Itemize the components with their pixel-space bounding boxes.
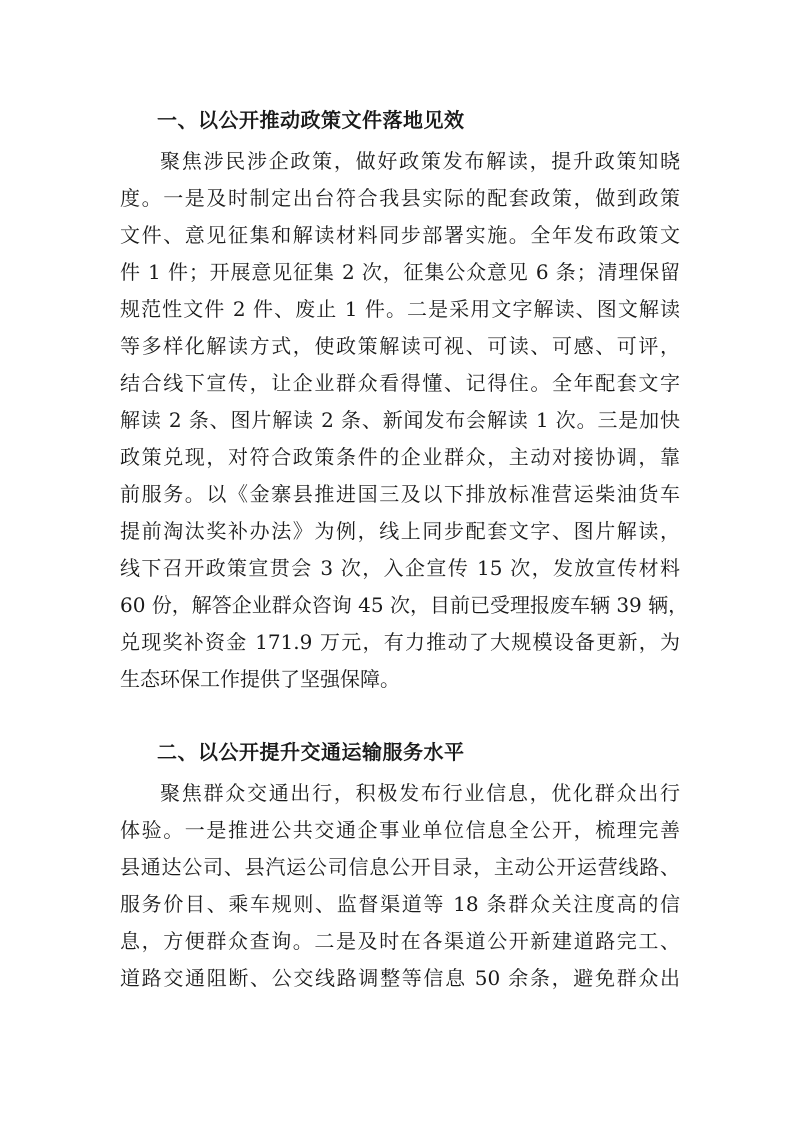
- paragraph-line: 结合线下宣传，让企业群众看得懂、记得住。全年配套文字: [120, 371, 680, 395]
- paragraph-line: 兑现奖补资金 171.9 万元，有力推动了大规模设备更新，为: [120, 630, 680, 654]
- paragraph-line: 等多样化解读方式，使政策解读可视、可读、可感、可评，: [120, 334, 680, 358]
- paragraph-line: 件 1 件；开展意见征集 2 次，征集公众意见 6 条；清理保留: [120, 260, 680, 284]
- paragraph-line: 聚焦涉民涉企政策，做好政策发布解读，提升政策知晓: [160, 149, 680, 173]
- paragraph-line: 县通达公司、县汽运公司信息公开目录，主动公开运营线路、: [120, 855, 680, 879]
- paragraph-line: 体验。一是推进公共交通企事业单位信息全公开，梳理完善: [120, 818, 680, 842]
- paragraph-line: 文件、意见征集和解读材料同步部署实施。全年发布政策文: [120, 223, 680, 247]
- paragraph-line: 度。一是及时制定出台符合我县实际的配套政策，做到政策: [120, 186, 680, 210]
- paragraph-line: 道路交通阻断、公交线路调整等信息 50 余条，避免群众出: [120, 966, 680, 990]
- paragraph-line: 线下召开政策宣贯会 3 次，入企宣传 15 次，发放宣传材料: [120, 556, 680, 580]
- paragraph-line: 规范性文件 2 件、废止 1 件。二是采用文字解读、图文解读: [120, 297, 680, 321]
- section-1-heading: 一、以公开推动政策文件落地见效: [157, 108, 465, 132]
- paragraph-line: 生态环保工作提供了坚强保障。: [120, 667, 400, 691]
- paragraph-line: 政策兑现，对符合政策条件的企业群众，主动对接协调，靠: [120, 445, 680, 469]
- paragraph-line: 提前淘汰奖补办法》为例，线上同步配套文字、图片解读，: [120, 519, 680, 543]
- paragraph-line: 60 份，解答企业群众咨询 45 次，目前已受理报废车辆 39 辆，: [120, 593, 689, 617]
- section-2-heading: 二、以公开提升交通运输服务水平: [157, 740, 465, 764]
- paragraph-line: 息，方便群众查询。二是及时在各渠道公开新建道路完工、: [120, 929, 680, 953]
- paragraph-line: 聚焦群众交通出行，积极发布行业信息，优化群众出行: [160, 781, 680, 805]
- paragraph-line: 服务价目、乘车规则、监督渠道等 18 条群众关注度高的信: [120, 892, 680, 916]
- paragraph-line: 前服务。以《金寨县推进国三及以下排放标准营运柴油货车: [120, 482, 680, 506]
- paragraph-line: 解读 2 条、图片解读 2 条、新闻发布会解读 1 次。三是加快: [120, 408, 680, 432]
